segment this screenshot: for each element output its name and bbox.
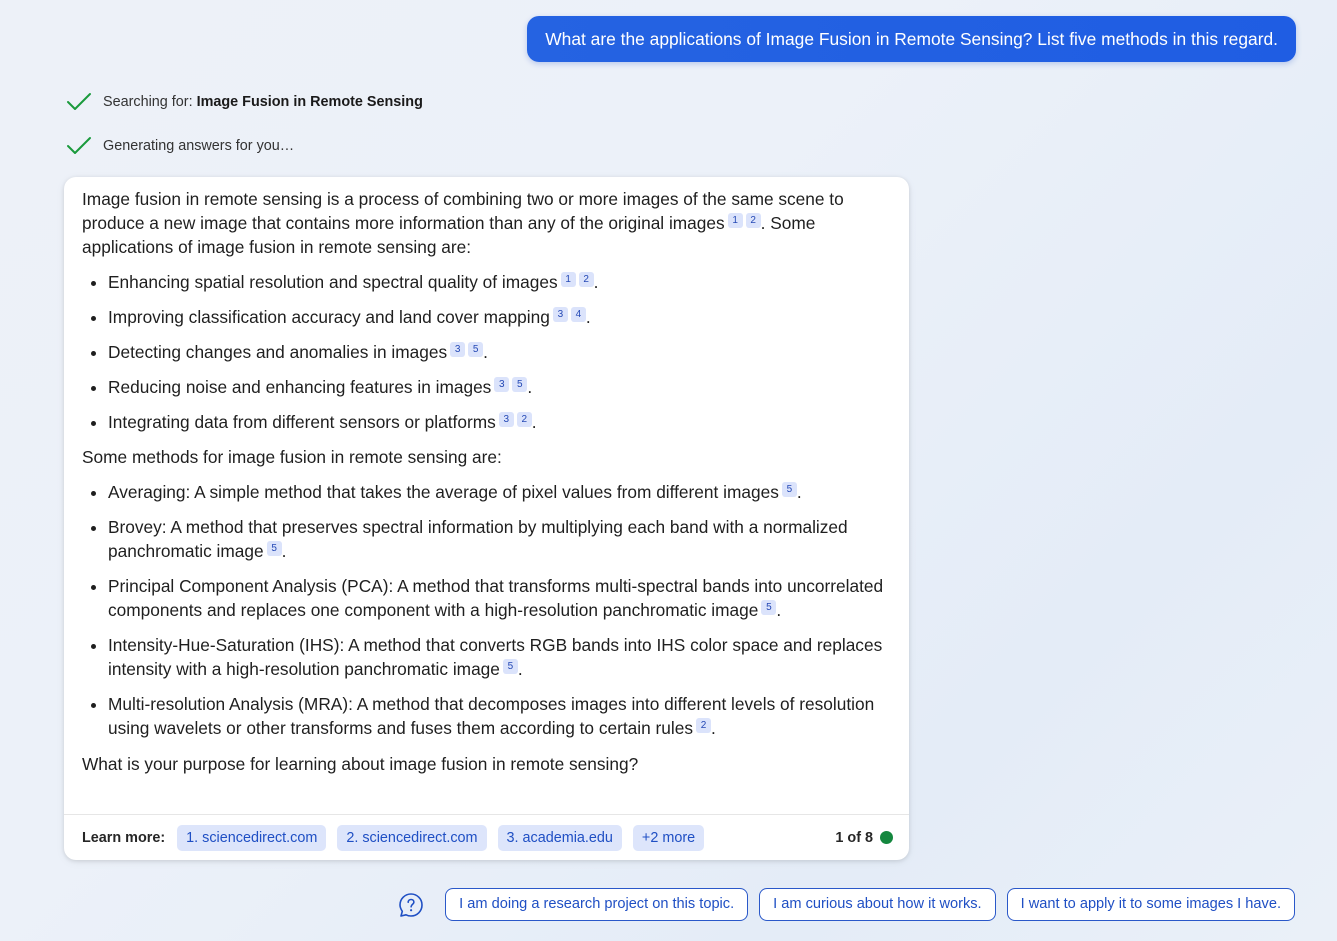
list-item-text: Detecting changes and anomalies in images (108, 342, 448, 362)
list-item (108, 270, 891, 294)
intro-text-end: . Some applications of image fusion in remote sensing are: (82, 213, 816, 257)
suggested-replies (398, 888, 1295, 921)
source-link-1[interactable]: 1. sciencedirect.com (177, 825, 326, 851)
list-item-text: Principal Component Analysis (PCA): A method that transforms multi-spectral bands into uncorrelated components and replaces one component with a high-resolution panchromatic image (108, 576, 884, 620)
punctuation: . (527, 377, 533, 397)
list-item-text: Enhancing spatial resolution and spectral quality of images (108, 272, 558, 292)
search-progress-row (66, 92, 423, 112)
punctuation: . (776, 600, 782, 620)
list-item (108, 305, 891, 329)
suggestion-button-research[interactable]: I am doing a research project on this topic. (445, 888, 748, 921)
generating-text: Generating answers for you… (103, 138, 295, 154)
punctuation: . (531, 412, 537, 432)
citation-link[interactable]: 3 (450, 342, 465, 357)
source-link-2[interactable]: 2. sciencedirect.com (337, 825, 486, 851)
punctuation: . (517, 659, 523, 679)
punctuation: . (593, 272, 599, 292)
list-item (108, 410, 891, 434)
more-sources-button[interactable]: +2 more (633, 825, 704, 851)
methods-list (82, 480, 891, 740)
citation-link[interactable]: 3 (553, 307, 568, 322)
answer-body (64, 177, 909, 776)
citation-link[interactable]: 3 (499, 412, 514, 427)
citation-link[interactable]: 2 (746, 213, 761, 228)
intro-text: Image fusion in remote sensing is a process of combining two or more images of the same scene to produce a new image that contains more information than any of the original images (82, 189, 844, 233)
source-link-3[interactable]: 3. academia.edu (498, 825, 622, 851)
citation-link[interactable]: 5 (512, 377, 527, 392)
search-query: Image Fusion in Remote Sensing (196, 94, 423, 110)
answer-card (64, 177, 909, 860)
citation-link[interactable]: 2 (579, 272, 594, 287)
methods-intro: Some methods for image fusion in remote sensing are: (82, 447, 502, 467)
citation-link[interactable]: 1 (561, 272, 576, 287)
citation-link[interactable]: 1 (728, 213, 743, 228)
list-item (108, 633, 891, 681)
citation-link[interactable]: 5 (503, 659, 518, 674)
citation-link[interactable]: 2 (517, 412, 532, 427)
punctuation: . (281, 541, 287, 561)
punctuation: . (796, 482, 802, 502)
punctuation: . (585, 307, 591, 327)
list-item-text: Multi-resolution Analysis (MRA): A method that decomposes images into different levels of resolution using wavelets or other transforms and fuses them according to certain rules (108, 694, 875, 738)
list-item (108, 375, 891, 399)
checkmark-icon (66, 136, 92, 156)
list-item (108, 515, 891, 563)
user-message-text: What are the applications of Image Fusion in Remote Sensing? List five methods in this regard. (545, 28, 1278, 49)
citation-link[interactable]: 4 (571, 307, 586, 322)
applications-list (82, 270, 891, 434)
list-item-text: Reducing noise and enhancing features in images (108, 377, 492, 397)
list-item-text: Integrating data from different sensors or platforms (108, 412, 496, 432)
list-item-text: Brovey: A method that preserves spectral information by multiplying each band with a normalized panchromatic image (108, 517, 848, 561)
checkmark-icon (66, 92, 92, 112)
suggestion-button-apply[interactable]: I want to apply it to some images I have. (1007, 888, 1295, 921)
learn-more-bar (64, 814, 909, 860)
citation-link[interactable]: 5 (761, 600, 776, 615)
punctuation: . (483, 342, 488, 362)
list-item-text: Averaging: A simple method that takes the average of pixel values from different images (108, 482, 779, 502)
user-message-bubble (527, 16, 1296, 62)
citation-link[interactable]: 5 (267, 541, 282, 556)
citation-link[interactable]: 5 (782, 482, 797, 497)
answer-intro (82, 187, 891, 259)
list-item (108, 692, 891, 740)
generating-progress-row (66, 136, 294, 156)
follow-up-question: What is your purpose for learning about image fusion in remote sensing? (82, 754, 639, 774)
status-dot-icon (880, 831, 893, 844)
list-item-text: Improving classification accuracy and land cover mapping (108, 307, 550, 327)
list-item (108, 480, 891, 504)
list-item-text: Intensity-Hue-Saturation (IHS): A method that converts RGB bands into IHS color space and replaces intensity with a high-resolution panchromatic image (108, 635, 883, 679)
learn-more-label: Learn more: (82, 829, 166, 846)
citation-link[interactable]: 2 (696, 718, 711, 733)
citation-link[interactable]: 5 (468, 342, 483, 357)
punctuation: . (710, 718, 716, 738)
search-prefix: Searching for: (103, 94, 197, 110)
citation-link[interactable]: 3 (494, 377, 509, 392)
list-item (108, 574, 891, 622)
suggestion-button-curious[interactable]: I am curious about how it works. (759, 888, 995, 921)
response-count: 1 of 8 (835, 829, 873, 846)
help-circle-icon[interactable] (398, 892, 424, 918)
list-item (108, 340, 891, 364)
